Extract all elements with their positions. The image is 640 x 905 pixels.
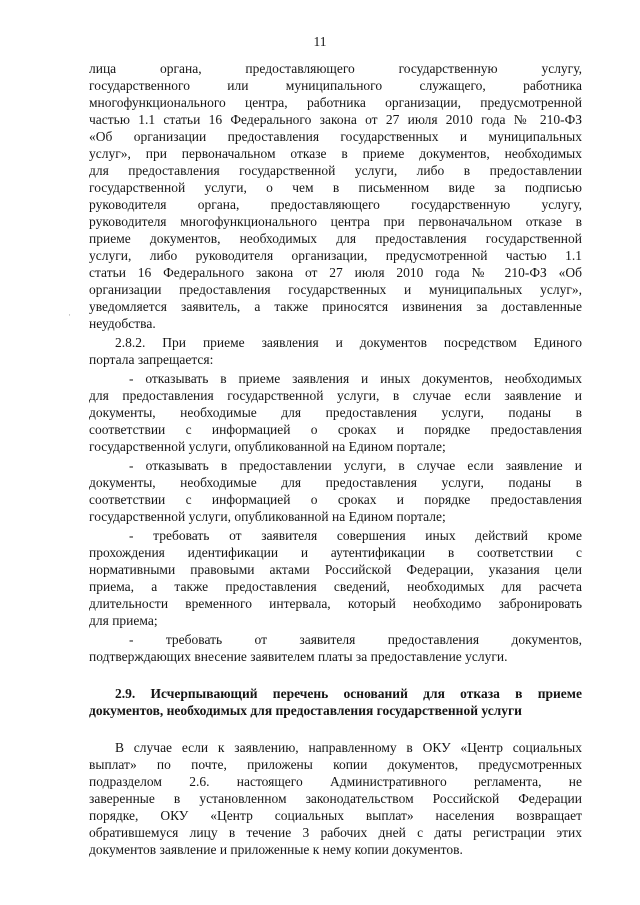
paragraph-line: приеме документов, необходимых для предоставления государственной xyxy=(89,231,582,246)
paragraph-line: государственной услуги, о чем в письменном виде за подписью xyxy=(89,180,582,195)
paragraph-line: длительности временного интервала, который необходимо забронировать xyxy=(89,596,582,611)
paragraph-line: документы, необходимые для предоставления услуги, поданы в xyxy=(89,405,582,420)
paragraph-line: подтверждающих внесение заявителем платы за предоставление услуги. xyxy=(89,649,508,664)
paragraph-line: портала запрещается: xyxy=(89,352,214,367)
paragraph-line: лица органа, предоставляющего государственную услугу, xyxy=(89,61,582,76)
paragraph-line: прохождения идентификации и аутентификации в соответствии с xyxy=(89,545,582,560)
section-heading-line: 2.9. Исчерпывающий перечень оснований для отказа в приеме xyxy=(115,686,582,701)
paragraph-line: В случае если к заявлению, направленному в ОКУ «Центр социальных xyxy=(115,740,582,755)
paragraph-line: государственной услуги, опубликованной на Едином портале; xyxy=(89,439,446,454)
paragraph-line: порядке, ОКУ «Центр социальных выплат» населения возвращает xyxy=(89,808,582,823)
paragraph-line: для предоставления государственной услуги, в случае если заявление и xyxy=(89,388,582,403)
page-number: 11 xyxy=(313,34,327,49)
margin-mark: · xyxy=(68,310,71,320)
paragraph-line: услуги, либо руководителя организации, предусмотренной частью 1.1 xyxy=(89,248,582,263)
paragraph-line: документов заявление и приложенные к нему копии документов. xyxy=(89,842,463,857)
paragraph-line: многофункционального центра, работника организации, предусмотренной xyxy=(89,95,582,110)
paragraph-line: соответствии с информацией о сроках и порядке предоставления xyxy=(89,492,582,507)
section-heading-line: документов, необходимых для предоставления государственной услуги xyxy=(89,703,522,718)
paragraph-line: - отказывать в приеме заявления и иных документов, необходимых xyxy=(129,371,582,386)
paragraph-line: услуг», при первоначальном отказе в приеме документов, необходимых xyxy=(89,146,582,161)
paragraph-line: государственной услуги, опубликованной на Едином портале; xyxy=(89,509,446,524)
paragraph-line: статьи 16 Федерального закона от 27 июля 2010 года № 210-ФЗ «Об xyxy=(89,265,582,280)
paragraph-line: руководителя органа, предоставляющего государственную услугу, xyxy=(89,197,582,212)
paragraph-line: для приема; xyxy=(89,613,158,628)
paragraph-line: обратившемуся лицу в течение 3 рабочих дней с даты регистрации этих xyxy=(89,825,582,840)
paragraph-line: частью 1.1 статьи 16 Федерального закона от 27 июля 2010 года № 210-ФЗ xyxy=(89,112,582,127)
paragraph-line: соответствии с информацией о сроках и порядке предоставления xyxy=(89,422,582,437)
paragraph-line: заверенные в установленном законодательством Российской Федерации xyxy=(89,791,582,806)
paragraph-line: для предоставления государственной услуги, либо в предоставлении xyxy=(89,163,582,178)
paragraph-line: приема, а также предоставления сведений, необходимых для расчета xyxy=(89,579,582,594)
paragraph-line: «Об организации предоставления государственных и муниципальных xyxy=(89,129,582,144)
paragraph-line: выплат» по почте, приложены копии документов, предусмотренных xyxy=(89,757,582,772)
paragraph-line: руководителя многофункционального центра при первоначальном отказе в xyxy=(89,214,582,229)
paragraph-line: - отказывать в предоставлении услуги, в случае если заявление и xyxy=(129,458,582,473)
paragraph-line: неудобства. xyxy=(89,316,156,331)
paragraph-line: государственного или муниципального служащего, работника xyxy=(89,78,582,93)
paragraph-line: - требовать от заявителя совершения иных действий кроме xyxy=(129,528,582,543)
paragraph-line: нормативными правовыми актами Российской Федерации, указания цели xyxy=(89,562,582,577)
paragraph-line: уведомляется заявитель, а также приносятся извинения за доставленные xyxy=(89,299,582,314)
paragraph-line: организации предоставления государственных и муниципальных услуг», xyxy=(89,282,582,297)
paragraph-line: документы, необходимые для предоставления услуги, поданы в xyxy=(89,475,582,490)
paragraph-line: подразделом 2.6. настоящего Административного регламента, не xyxy=(89,774,582,789)
paragraph-line: - требовать от заявителя предоставления документов, xyxy=(129,632,582,647)
paragraph-line: 2.8.2. При приеме заявления и документов посредством Единого xyxy=(115,335,582,350)
